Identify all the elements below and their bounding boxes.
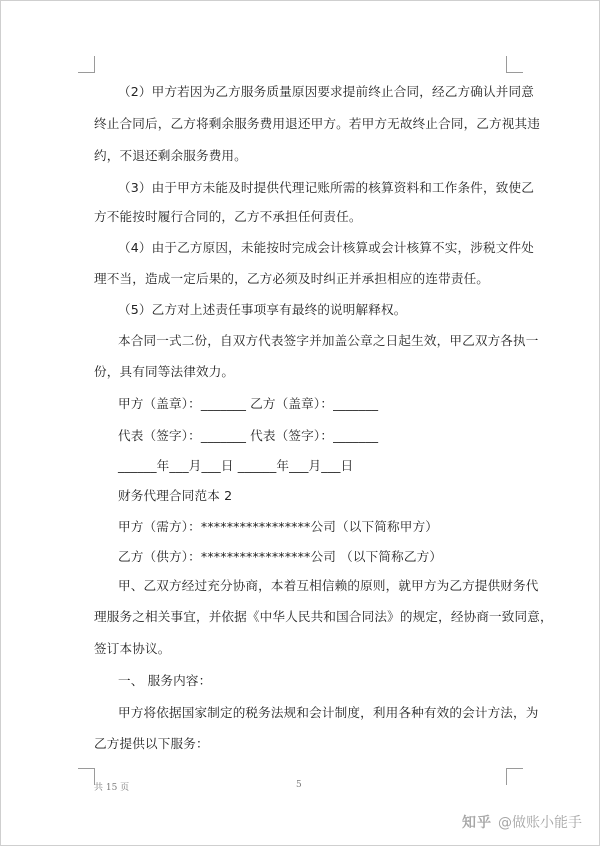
signature-line: 甲方（盖章）：_______ 乙方（盖章）：_______ [118, 396, 379, 411]
paragraph-line: 方不能按时履行合同的，乙方不承担任何责任。 [94, 209, 362, 224]
paragraph-line: 理不当，造成一定后果的，乙方必须及时纠正并承担相应的连带责任。 [94, 271, 490, 286]
total-pages: 共 15 页 [94, 783, 130, 793]
paragraph-line: （4）由于乙方原因，未能按时完成会计核算或会计核算不实，涉税文件处 [118, 240, 534, 255]
paragraph-line: 约，不退还剩余服务费用。 [94, 148, 247, 163]
party-line: 乙方（供方）：*****************公司 （以下简称乙方） [118, 549, 443, 564]
paragraph-line: （5）乙方对上述责任事项享有最终的说明解释权。 [118, 302, 407, 317]
paragraph-line: 甲、乙双方经过充分协商，本着互相信赖的原则，就甲方为乙方提供财务代 [118, 578, 539, 593]
crop-mark-bottom-right [506, 768, 523, 785]
party-line: 甲方（需方）：*****************公司（以下简称甲方） [118, 519, 438, 534]
watermark-author: @做账小能手 [498, 815, 582, 831]
watermark [462, 812, 582, 832]
paragraph-line: 理服务之相关事宜，并依据《中华人民共和国合同法》的规定，经协商一致同意， [94, 609, 553, 624]
paragraph-line: 甲方将依据国家制定的税务法规和会计制度，利用各种有效的会计方法，为 [118, 705, 539, 720]
signature-line: 代表（签字）：_______ 代表（签字）：_______ [118, 428, 379, 443]
paragraph-line: 签订本协议。 [94, 641, 171, 656]
paragraph-line: （3）由于甲方未能及时提供代理记账所需的核算资料和工作条件，致使乙 [118, 180, 534, 195]
paragraph-line: 终止合同后，乙方将剩余服务费用退还甲方。若甲方无故终止合同，乙方视其违 [94, 116, 541, 131]
paragraph-line: 本合同一式二份，自双方代表签字并加盖公章之日起生效，甲乙双方各执一 [118, 333, 539, 348]
crop-mark-top-right [506, 56, 523, 73]
crop-mark-top-left [78, 56, 95, 73]
section-title: 财务代理合同范本 2 [118, 488, 233, 503]
paragraph-line: 乙方提供以下服务： [94, 736, 209, 751]
page-number: 5 [296, 780, 302, 790]
date-line: ______年___月___日 ______年___月___日 [118, 458, 354, 473]
crop-mark-bottom-left [78, 768, 95, 785]
watermark-brand: 知乎 [462, 815, 492, 831]
section-heading: 一、 服务内容： [118, 673, 212, 688]
paragraph-line: （2）甲方若因为乙方服务质量原因要求提前终止合同，经乙方确认并同意 [118, 84, 534, 99]
paragraph-line: 份，具有同等法律效力。 [94, 364, 235, 379]
